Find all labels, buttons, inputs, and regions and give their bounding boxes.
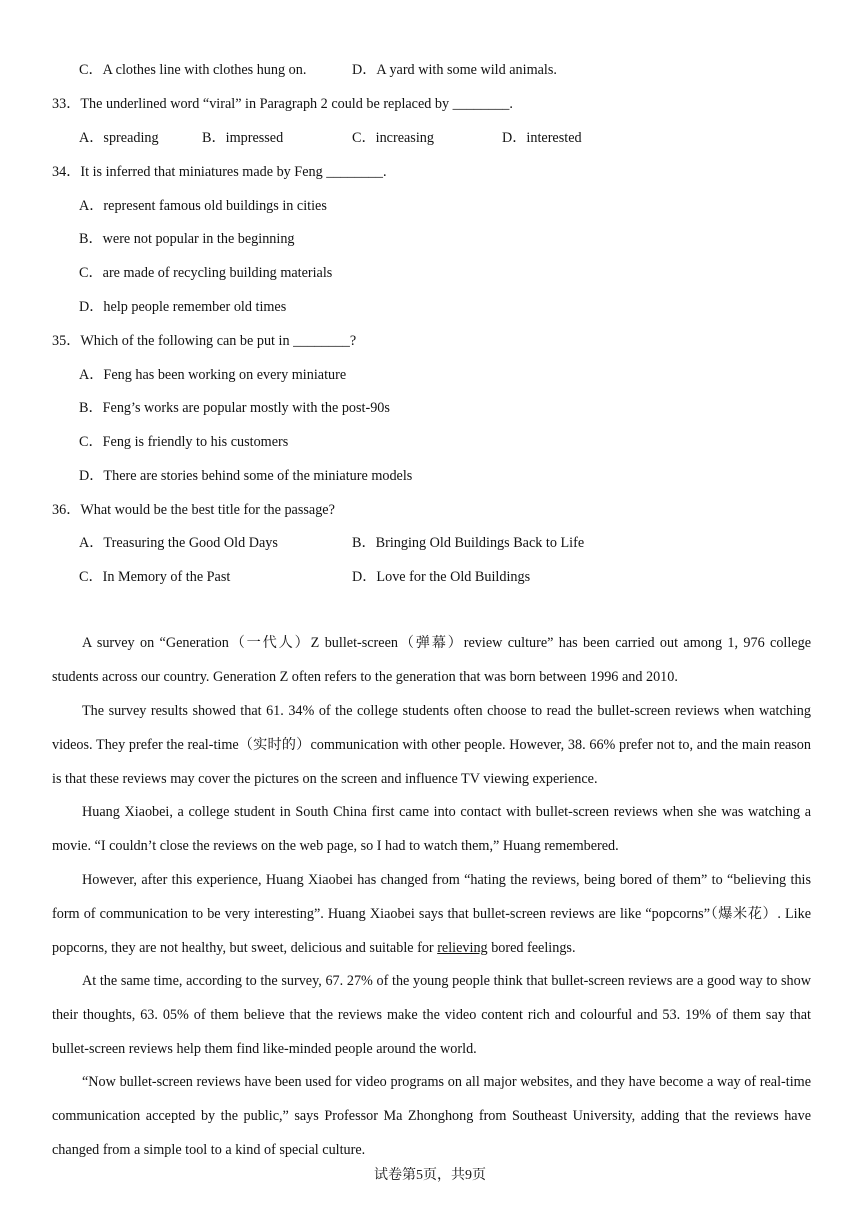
q35-option-c: C．Feng is friendly to his customers	[79, 434, 289, 450]
q35-stem: 35．Which of the following can be put in ________?	[52, 333, 357, 349]
q33-option-c: C．increasing	[352, 130, 434, 146]
q35-option-b: B．Feng’s works are popular mostly with the post-90s	[79, 400, 390, 416]
q34-option-b: B．were not popular in the beginning	[79, 231, 295, 247]
q36-option-b: B．Bringing Old Buildings Back to Life	[352, 535, 585, 551]
passage-paragraph-6: “Now bullet-screen reviews have been used for video programs on all major websites, and they have become a way of real-time communication accepted by the public,” says Professor Ma Zhonghong from Southeast University, adding that the reviews have changed from a simple tool to a kind of special culture.	[52, 1074, 811, 1158]
q33-option-b: B．impressed	[202, 130, 284, 146]
q36-option-d: D．Love for the Old Buildings	[352, 569, 531, 585]
page-footer: 试卷第5页，共9页	[374, 1168, 486, 1183]
q32-option-d: D．A yard with some wild animals.	[352, 62, 557, 78]
passage-paragraph-3: Huang Xiaobei, a college student in South China first came into contact with bullet-screen reviews when she was watching a movie. “I couldn’t close the reviews on the web page, so I had to watch them,” Huang remembered.	[52, 804, 811, 854]
q33-stem: 33．The underlined word “viral” in Paragraph 2 could be replaced by ________.	[52, 96, 513, 112]
passage-paragraph-4-text: However, after this experience, Huang Xiaobei has changed from “hating the reviews, being bored of them” to “believing this form of communication to be very interesting”. Huang Xiaobei says that bullet-screen reviews are like “popcorns”（爆米花）. Like popcorns, they are not healthy, but sweet, delicious and suitable for	[52, 872, 811, 956]
passage-paragraph-4	[52, 864, 811, 965]
q36-option-c: C．In Memory of the Past	[79, 569, 231, 585]
q32-option-c: C．A clothes line with clothes hung on.	[79, 62, 307, 78]
q34-option-d: D．help people remember old times	[79, 299, 287, 315]
q35-option-a: A．Feng has been working on every miniature	[79, 367, 347, 383]
passage-paragraph-2: The survey results showed that 61. 34% of the college students often choose to read the bullet-screen reviews when watching videos. They prefer the real-time（实时的）communication with other people. However, 38. 66% prefer not to, and the main reason is that these reviews may cover the pictures on the screen and influence TV viewing experience.	[52, 703, 811, 787]
q34-stem: 34．It is inferred that miniatures made by Feng ________.	[52, 164, 387, 180]
underlined-word-relieving: relieving	[437, 939, 488, 956]
passage-paragraph-4-end: bored feelings.	[487, 939, 576, 956]
q35-option-d: D．There are stories behind some of the miniature models	[79, 468, 413, 484]
q34-option-c: C．are made of recycling building materials	[79, 265, 333, 281]
q33-option-d: D．interested	[502, 130, 582, 146]
q34-option-a: A．represent famous old buildings in cities	[79, 198, 327, 214]
q36-option-a: A．Treasuring the Good Old Days	[79, 535, 278, 551]
q36-stem: 36．What would be the best title for the passage?	[52, 502, 335, 518]
q33-option-a: A．spreading	[79, 130, 159, 146]
passage-paragraph-5: At the same time, according to the survey, 67. 27% of the young people think that bullet-screen reviews are a good way to show their thoughts, 63. 05% of them believe that the reviews make the video content rich and colourful and 53. 19% of them say that bullet-screen reviews help them find like-minded people around the world.	[52, 973, 811, 1057]
passage-paragraph-1: A survey on “Generation（一代人）Z bullet-screen（弹幕）review culture” has been carried out among 1, 976 college students across our country. Generation Z often refers to the generation that was born between 1996 and 2010.	[52, 635, 811, 685]
